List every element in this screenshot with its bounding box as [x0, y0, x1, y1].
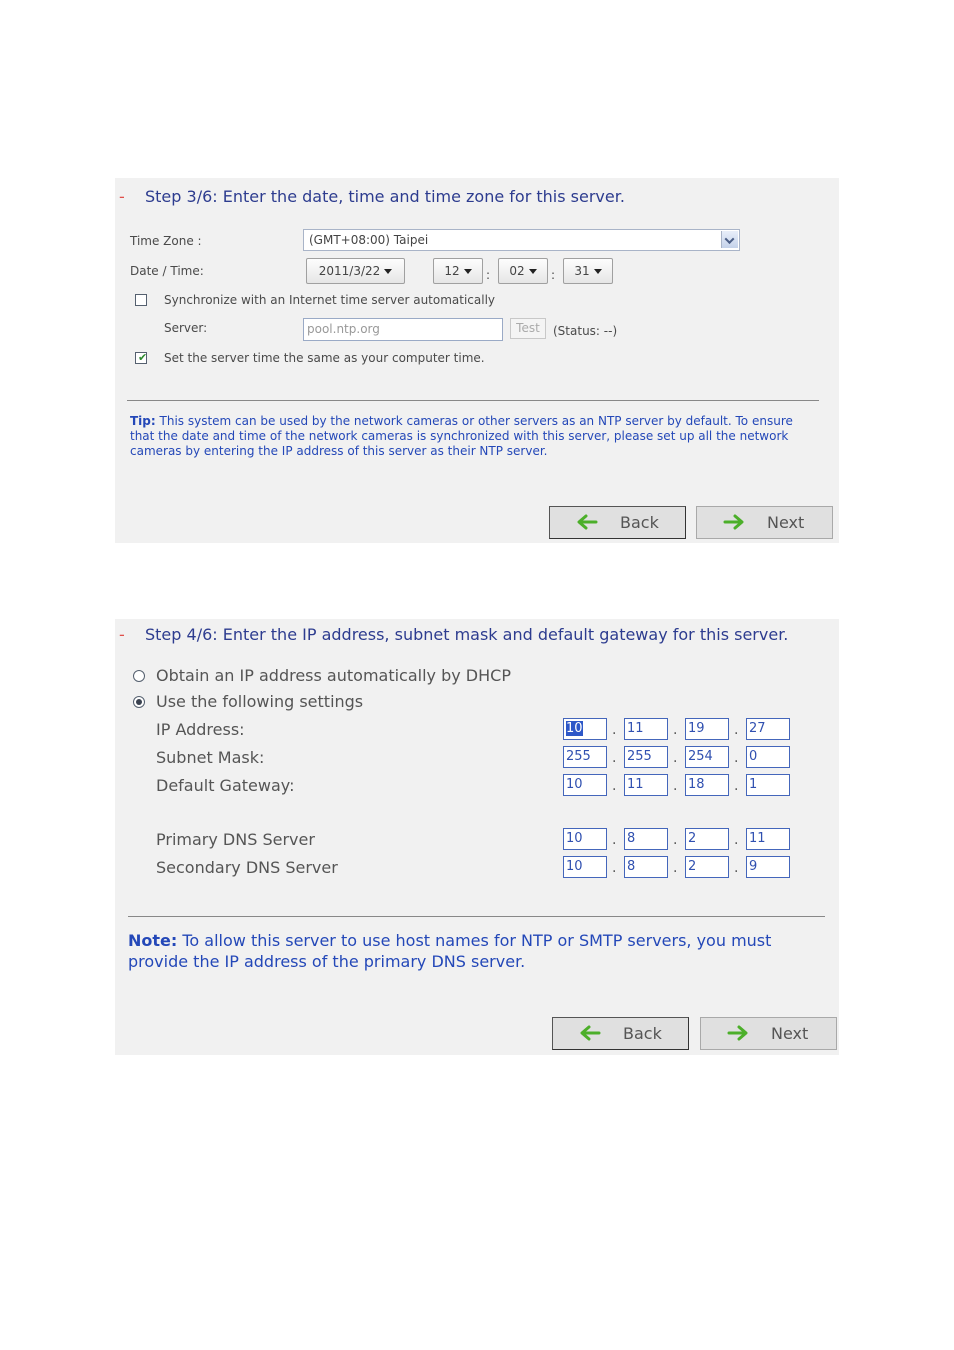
note-text: [128, 930, 828, 972]
same-as-computer-label: Set the server time the same as your computer time.: [164, 351, 485, 365]
time-colon: :: [486, 268, 491, 282]
ip-octet-4[interactable]: 27: [746, 718, 790, 740]
default-gateway-label: Default Gateway:: [156, 776, 295, 795]
ip-address-label: IP Address:: [156, 720, 245, 739]
minute-dropdown[interactable]: [498, 258, 548, 284]
chevron-down-icon[interactable]: [721, 231, 738, 248]
second-dropdown[interactable]: [563, 258, 613, 284]
time-zone-select[interactable]: [303, 229, 740, 251]
checkmark-icon: ✔: [138, 351, 148, 364]
manual-radio[interactable]: [133, 696, 145, 708]
step4-panel: [115, 619, 839, 1055]
time-zone-label: Time Zone :: [130, 234, 202, 248]
date-value: 2011/3/22: [318, 264, 381, 278]
dns2-dot: .: [612, 860, 617, 876]
dns1-dot: .: [734, 832, 739, 848]
dns1-octet-2[interactable]: 8: [624, 828, 668, 850]
subnet-dot: .: [673, 750, 678, 766]
divider: [127, 400, 819, 401]
secondary-dns-label: Secondary DNS Server: [156, 858, 338, 877]
ntp-server-input[interactable]: [303, 318, 503, 341]
time-colon: :: [551, 268, 556, 282]
ip-dot: .: [673, 722, 678, 738]
tip-text: [130, 414, 820, 459]
subnet-octet-3[interactable]: 254: [685, 746, 729, 768]
tip-prefix: Tip:: [130, 414, 156, 428]
gateway-dot: .: [673, 778, 678, 794]
arrow-right-icon: [727, 1024, 749, 1042]
gateway-octet-3[interactable]: 18: [685, 774, 729, 796]
dns2-dot: .: [734, 860, 739, 876]
dns1-octet-3[interactable]: 2: [685, 828, 729, 850]
step4-title: Step 4/6: Enter the IP address, subnet mask and default gateway for this server.: [145, 625, 789, 644]
subnet-octet-1[interactable]: 255: [563, 746, 607, 768]
dns2-octet-4[interactable]: 9: [746, 856, 790, 878]
back-button[interactable]: [549, 506, 686, 539]
ip-octet-1[interactable]: [563, 718, 607, 740]
second-value: 31: [574, 264, 590, 278]
dns1-dot: .: [673, 832, 678, 848]
gateway-octet-1[interactable]: 10: [563, 774, 607, 796]
divider: [128, 916, 825, 917]
next-label: Next: [767, 513, 805, 532]
dhcp-label: Obtain an IP address automatically by DHCP: [156, 666, 511, 685]
radio-selected-dot: [136, 699, 142, 705]
subnet-octet-4[interactable]: 0: [746, 746, 790, 768]
note-body: To allow this server to use host names for NTP or SMTP servers, you must provide the IP address of the primary DNS server.: [128, 931, 772, 971]
collapse-dash[interactable]: -: [119, 187, 125, 206]
dns1-dot: .: [612, 832, 617, 848]
caret-down-icon: [464, 269, 472, 274]
dns2-octet-3[interactable]: 2: [685, 856, 729, 878]
dns2-dot: .: [673, 860, 678, 876]
gateway-octet-2[interactable]: 11: [624, 774, 668, 796]
server-label: Server:: [164, 321, 208, 335]
ip-octet-1-value: 10: [566, 721, 583, 736]
sync-label: Synchronize with an Internet time server automatically: [164, 293, 496, 307]
date-time-label: Date / Time:: [130, 264, 204, 278]
arrow-left-icon: [576, 513, 598, 531]
gateway-dot: .: [734, 778, 739, 794]
arrow-right-icon: [723, 513, 745, 531]
primary-dns-label: Primary DNS Server: [156, 830, 315, 849]
dns1-octet-1[interactable]: 10: [563, 828, 607, 850]
ip-dot: .: [612, 722, 617, 738]
back-button[interactable]: [552, 1017, 689, 1050]
caret-down-icon: [594, 269, 602, 274]
sync-checkbox[interactable]: [135, 294, 147, 306]
next-button[interactable]: [696, 506, 833, 539]
caret-down-icon: [529, 269, 537, 274]
ip-dot: .: [734, 722, 739, 738]
ntp-status: (Status: --): [553, 324, 618, 338]
minute-value: 02: [509, 264, 525, 278]
dns2-octet-2[interactable]: 8: [624, 856, 668, 878]
back-label: Back: [623, 1024, 662, 1043]
ip-octet-3[interactable]: 19: [685, 718, 729, 740]
time-zone-value: (GMT+08:00) Taipei: [309, 233, 429, 247]
next-button[interactable]: [700, 1017, 837, 1050]
subnet-mask-label: Subnet Mask:: [156, 748, 265, 767]
caret-down-icon: [384, 269, 392, 274]
ip-octet-2[interactable]: 11: [624, 718, 668, 740]
gateway-dot: .: [612, 778, 617, 794]
manual-label: Use the following settings: [156, 692, 364, 711]
gateway-octet-4[interactable]: 1: [746, 774, 790, 796]
same-as-computer-checkbox[interactable]: [135, 352, 147, 364]
hour-value: 12: [444, 264, 460, 278]
date-dropdown[interactable]: [306, 258, 405, 284]
note-prefix: Note:: [128, 931, 178, 950]
test-button[interactable]: Test: [510, 318, 546, 339]
subnet-dot: .: [612, 750, 617, 766]
next-label: Next: [771, 1024, 809, 1043]
back-label: Back: [620, 513, 659, 532]
tip-body: This system can be used by the network cameras or other servers as an NTP server by default. To ensure that the date and time of the network cameras is synchronized with this server, please set up all the network cameras by entering the IP address of this server as their NTP server.: [130, 414, 793, 458]
collapse-dash[interactable]: -: [119, 625, 125, 644]
ntp-server-placeholder: pool.ntp.org: [307, 322, 380, 336]
hour-dropdown[interactable]: [433, 258, 483, 284]
subnet-dot: .: [734, 750, 739, 766]
step3-panel: [115, 178, 839, 543]
subnet-octet-2[interactable]: 255: [624, 746, 668, 768]
dns2-octet-1[interactable]: 10: [563, 856, 607, 878]
dhcp-radio[interactable]: [133, 670, 145, 682]
step3-title: Step 3/6: Enter the date, time and time zone for this server.: [145, 187, 625, 206]
arrow-left-icon: [579, 1024, 601, 1042]
dns1-octet-4[interactable]: 11: [746, 828, 790, 850]
